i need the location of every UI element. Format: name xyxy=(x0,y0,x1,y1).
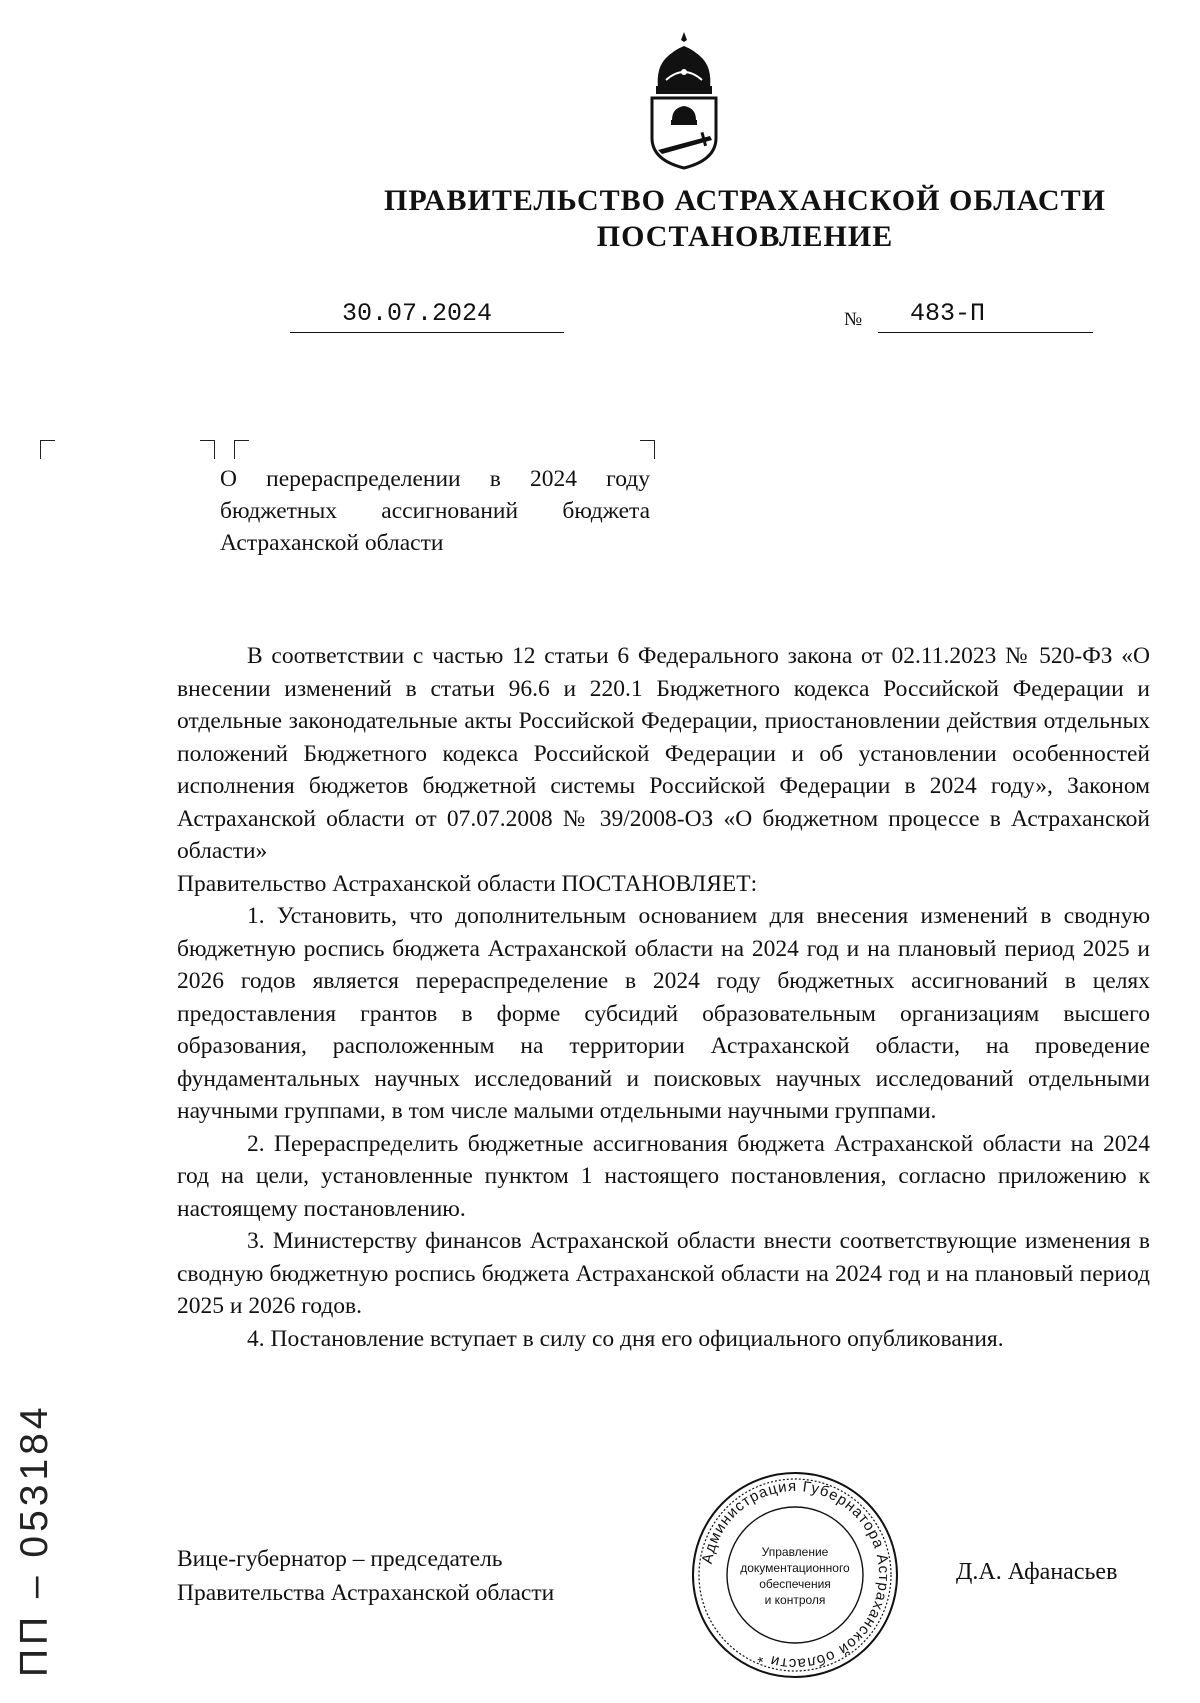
coat-of-arms-icon xyxy=(644,28,724,173)
corner-mark-top-left xyxy=(40,440,55,459)
item-paragraph: 4. Постановление вступает в силу со дня его официального опубликования. xyxy=(247,1325,1004,1352)
corner-mark-subject-left-outer xyxy=(200,440,215,459)
document-date: 30.07.2024 xyxy=(342,299,493,328)
document-body xyxy=(177,640,1150,1355)
signatory-title-line: Вице-губернатор – председатель xyxy=(177,1546,503,1572)
item-paragraph: 2. Перераспределить бюджетные ассигнования бюджета Астраханской области на 2024 год на цели, установленные пунктом 1 настоящего постановления, согласно приложению к настоящему постановлению. xyxy=(177,1130,1150,1222)
signatory-title xyxy=(177,1542,554,1610)
seal-inner-line: документационного xyxy=(740,1561,850,1575)
document-type: ПОСТАНОВЛЕНИЕ xyxy=(596,220,894,253)
corner-mark-subject-left xyxy=(234,440,249,459)
seal-inner-line: и контроля xyxy=(764,1593,826,1607)
subject-line: О перераспределении в 2024 году xyxy=(220,466,650,492)
subject-line: Астраханской области xyxy=(220,530,444,556)
organization-title: ПРАВИТЕЛЬСТВО АСТРАХАНСКОЙ ОБЛАСТИ xyxy=(384,184,1106,217)
item-paragraph: 1. Установить, что дополнительным основанием для внесения изменений в сводную бюджетную роспись бюджета Астраханской области на 2024 год и на плановый период 2025 и 2026 годов является перераспределение в 2024 году бюджетных ассигнований в целях предоставления грантов в форме субсидий образовательным организациям высшего образования, расположенным на территории Астраханской области, на проведение фундаментальных научных исследований и поисковых научных исследований отдельными научными группами, в том числе малыми отдельными научными группами. xyxy=(177,903,1150,1124)
official-seal-stamp xyxy=(690,1470,900,1680)
signatory-title-line: Правительства Астраханской области xyxy=(177,1580,555,1606)
item-paragraph: 3. Министерству финансов Астраханской области внести соответствующие изменения в сводную бюджетную роспись бюджета Астраханской области на 2024 год и на плановый период 2025 и 2026 годов. xyxy=(177,1228,1150,1319)
corner-mark-subject-right xyxy=(640,440,655,459)
number-sign: № xyxy=(844,309,863,330)
seal-outer-text: Администрация Губернатора Астраханской области * xyxy=(698,1477,893,1673)
document-subject xyxy=(220,463,650,559)
seal-inner-line: Управление xyxy=(761,1545,829,1559)
side-registration-code: ПП – 053184 xyxy=(13,1403,56,1677)
resolves-line: Правительство Астраханской области ПОСТАНОВЛЯЕТ: xyxy=(177,870,758,897)
signer-name: Д.А. Афанасьев xyxy=(956,1559,1118,1585)
preamble-paragraph: В соответствии с частью 12 статьи 6 Федерального закона от 02.11.2023 № 520-ФЗ «О внесении изменений в статьи 96.6 и 220.1 Бюджетного кодекса Российской Федерации и отдельные законодательные акты Российской Федерации, приостановлении действия отдельных положений Бюджетного кодекса Российской Федерации и об установлении особенностей исполнения бюджетов бюджетной системы Российской Федерации в 2024 году», Законом Астраханской области от 07.07.2008 № 39/2008-ОЗ «О бюджетном процессе в Астраханской области» xyxy=(177,643,1150,864)
document-number: 483-П xyxy=(910,299,986,328)
subject-line: бюджетных ассигнований бюджета xyxy=(220,498,650,524)
seal-inner-line: обеспечения xyxy=(759,1577,831,1591)
